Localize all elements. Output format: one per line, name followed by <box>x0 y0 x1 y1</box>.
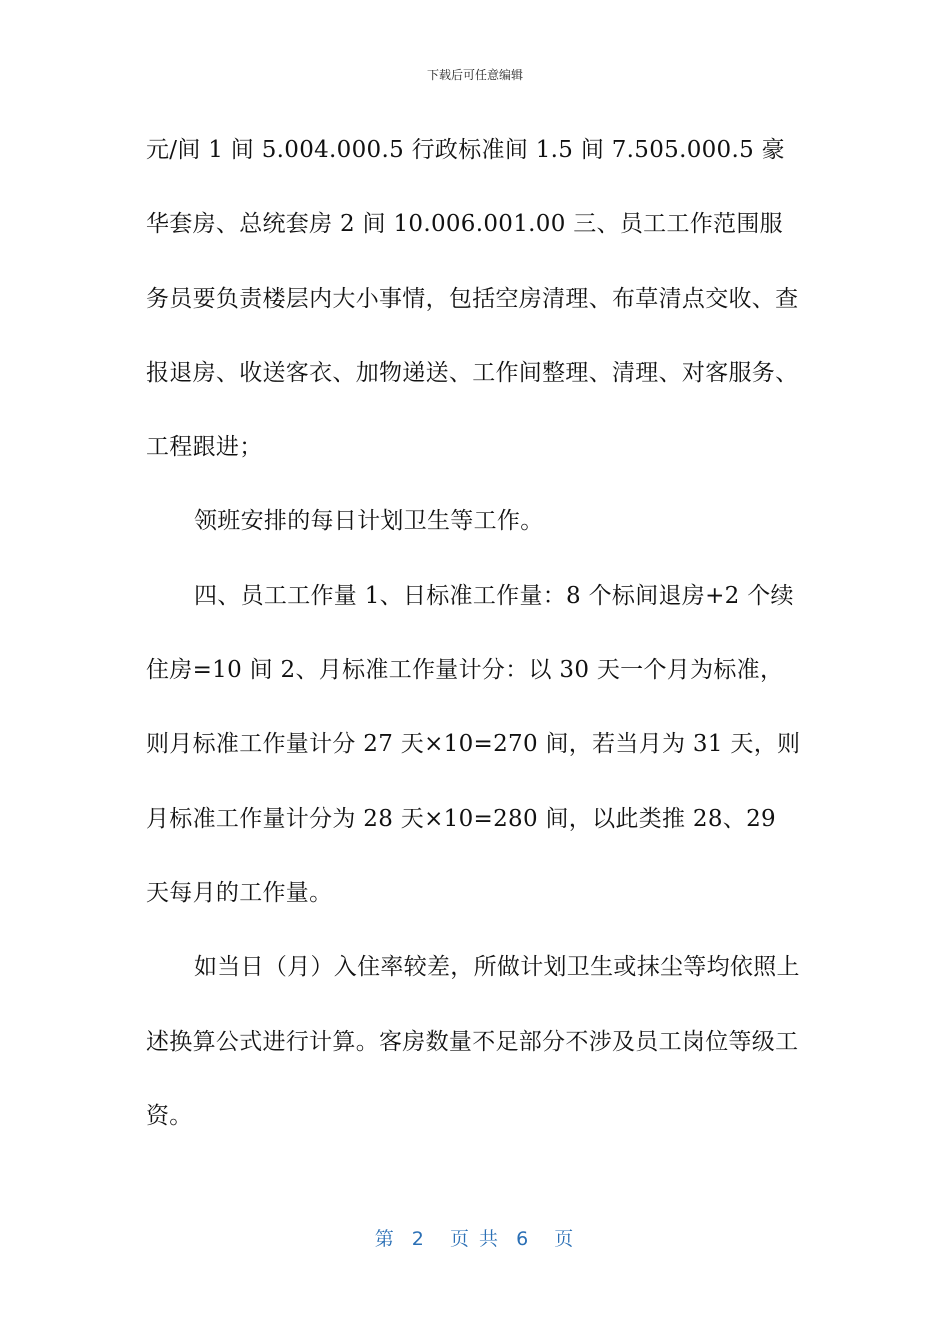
page-number-footer: 第 2 页 共 6 页 <box>374 1228 576 1250</box>
paragraph-occupancy: 如当日（月）入住率较差，所做计划卫生或抹尘等均依照上述换算公式进行计算。客房数量不足部分不涉及员工岗位等级工资。 <box>146 954 800 1129</box>
page-header: 下载后可任意编辑 <box>426 68 523 82</box>
paragraph-workload: 四、员工工作量 1、日标准工作量：8 个标间退房+2 个续住房=10 间 2、月标准工作量计分：以 30 天一个月为标准，则月标准工作量计分 27 天×10=270 间，若当月为 31 天，则月标准工作量计分为 28 天×10=280 间，以此类推 28、29 天每月的工作量。 <box>146 582 801 906</box>
document-body <box>146 113 806 1153</box>
paragraph-leader-duties: 领班安排的每日计划卫生等工作。 <box>194 508 544 535</box>
paragraph-continued: 元/间 1 间 5.004.000.5 行政标准间 1.5 间 7.505.000.5 豪华套房、总统套房 2 间 10.006.001.00 三、员工工作范围服务员要负责楼层内大小事情，包括空房清理、布草清点交收、查报退房、收送客衣、加物递送、工作间整理、清理、对客服务、工程跟进； <box>146 137 799 461</box>
